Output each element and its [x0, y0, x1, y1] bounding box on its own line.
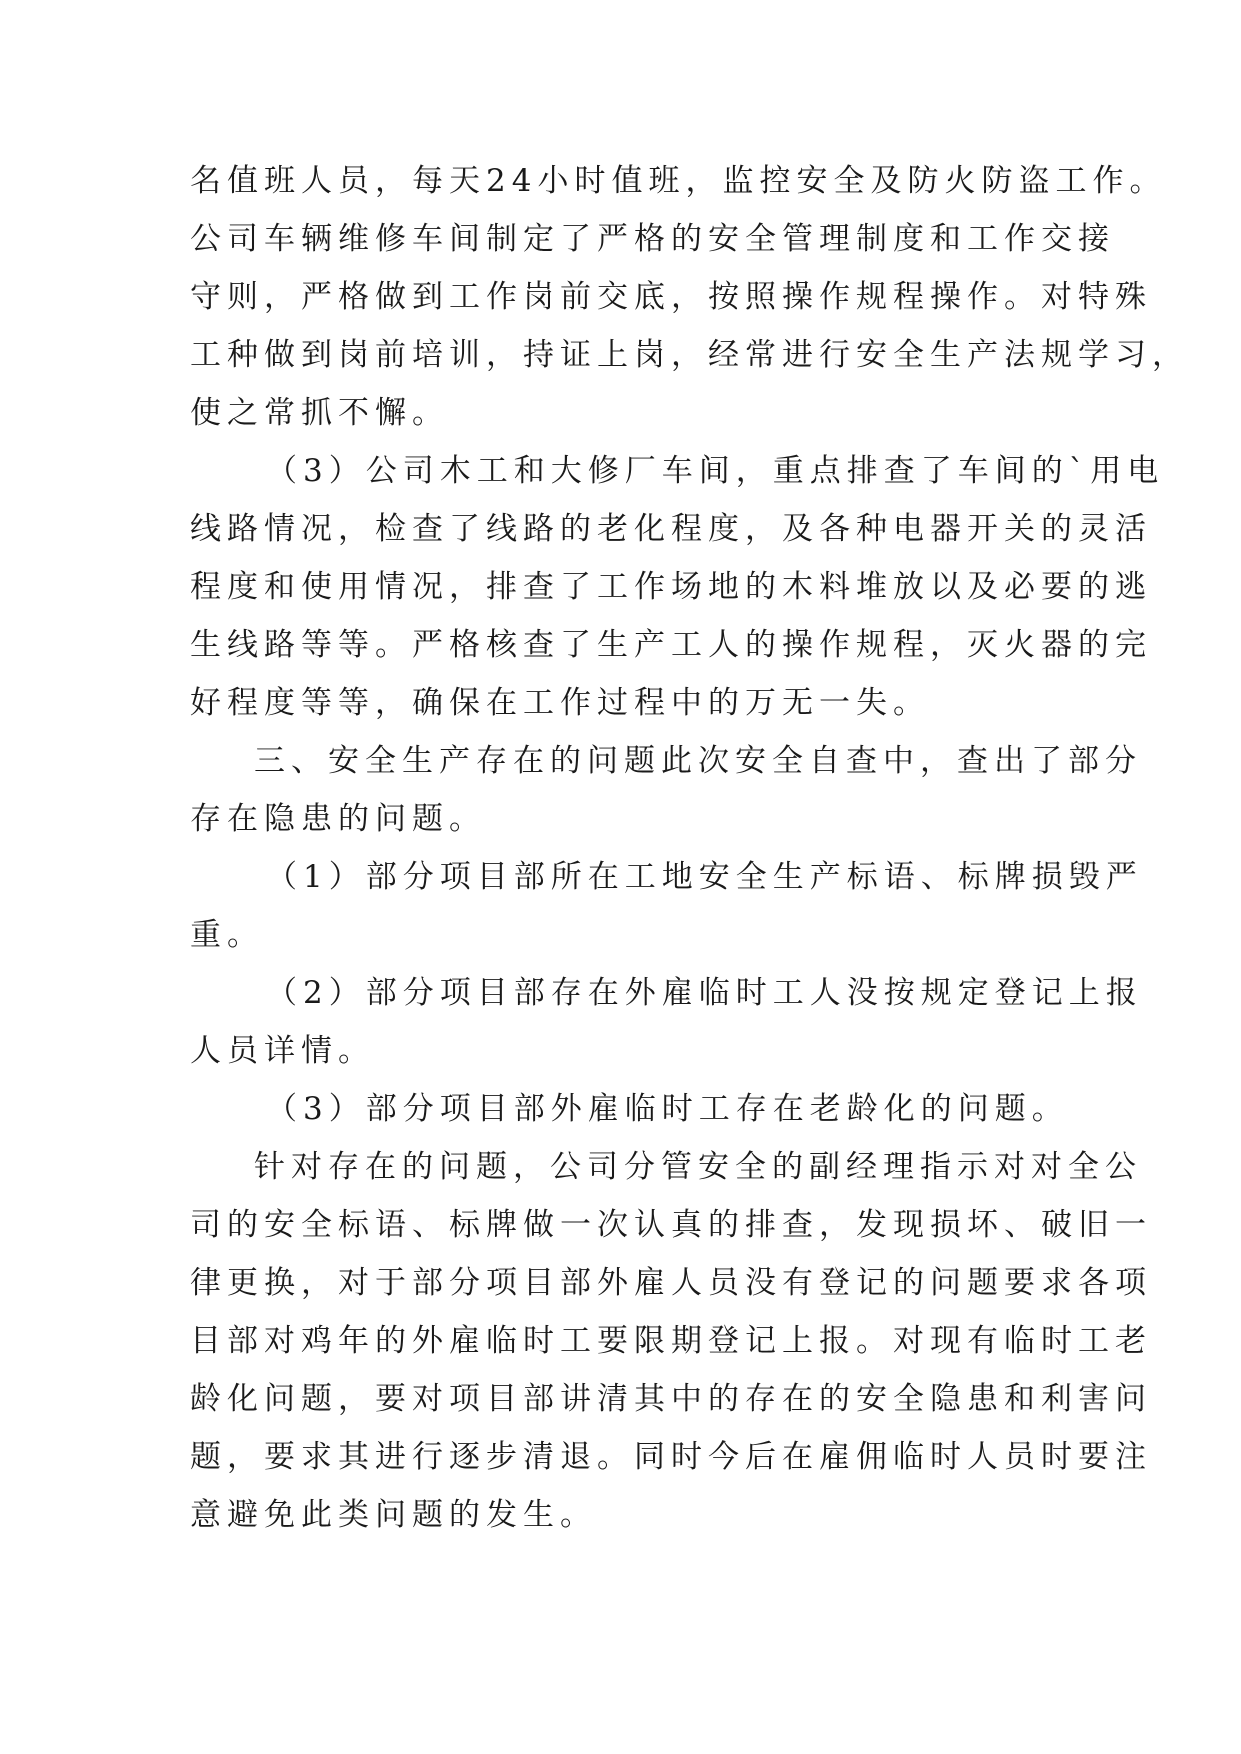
text-line: 存在隐患的问题。	[190, 801, 486, 837]
paragraph-remediation	[190, 1138, 1152, 1544]
text-line: 生线路等等。严格核查了生产工人的操作规程，灭火器的完	[190, 627, 1152, 663]
paragraph-issue-2	[190, 964, 1143, 1080]
paragraph-duty-and-workshop	[190, 152, 1189, 442]
text-line: 律更换，对于部分项目部外雇人员没有登记的问题要求各项	[190, 1265, 1152, 1301]
text-line: 人员详情。	[190, 1033, 375, 1069]
text-line: 目部对鸡年的外雇临时工要限期登记上报。对现有临时工老	[190, 1323, 1152, 1359]
text-line: 龄化问题，要对项目部讲清其中的存在的安全隐患和利害问	[190, 1381, 1152, 1417]
text-line: 重。	[190, 917, 264, 953]
text-line: 守则，严格做到工作岗前交底，按照操作规程操作。对特殊	[190, 279, 1152, 315]
text-line: 意避免此类问题的发生。	[190, 1497, 597, 1533]
text-line: （2）部分项目部存在外雇临时工人没按规定登记上报	[266, 975, 1143, 1011]
text-line: 司的安全标语、标牌做一次认真的排查，发现损坏、破旧一	[190, 1207, 1152, 1243]
document-body	[190, 152, 1189, 1544]
text-line: 使之常抓不懈。	[190, 395, 449, 431]
text-line: 好程度等等，确保在工作过程中的万无一失。	[190, 685, 930, 721]
text-line: 程度和使用情况，排查了工作场地的木料堆放以及必要的逃	[190, 569, 1152, 605]
text-line: 线路情况，检查了线路的老化程度，及各种电器开关的灵活	[190, 511, 1152, 547]
text-line: 三、安全生产存在的问题此次安全自查中，查出了部分	[254, 743, 1142, 779]
text-line: （1）部分项目部所在工地安全生产标语、标牌损毁严	[266, 859, 1143, 895]
text-line: 针对存在的问题，公司分管安全的副经理指示对对全公	[254, 1149, 1142, 1185]
paragraph-issue-1	[190, 848, 1143, 964]
text-line: 公司车辆维修车间制定了严格的安全管理制度和工作交接	[190, 221, 1115, 257]
text-line: （3）部分项目部外雇临时工存在老龄化的问题。	[266, 1091, 1069, 1127]
paragraph-item-3-carpentry	[190, 442, 1165, 732]
text-line: （3）公司木工和大修厂车间，重点排查了车间的`用电	[266, 453, 1165, 489]
text-line: 工种做到岗前培训，持证上岗，经常进行安全生产法规学习，	[190, 337, 1189, 373]
text-line: 名值班人员，每天24小时值班，监控安全及防火防盗工作。	[190, 163, 1167, 199]
text-line: 题，要求其进行逐步清退。同时今后在雇佣临时人员时要注	[190, 1439, 1152, 1475]
paragraph-section-three-heading	[190, 732, 1142, 848]
paragraph-issue-3	[190, 1080, 1069, 1138]
